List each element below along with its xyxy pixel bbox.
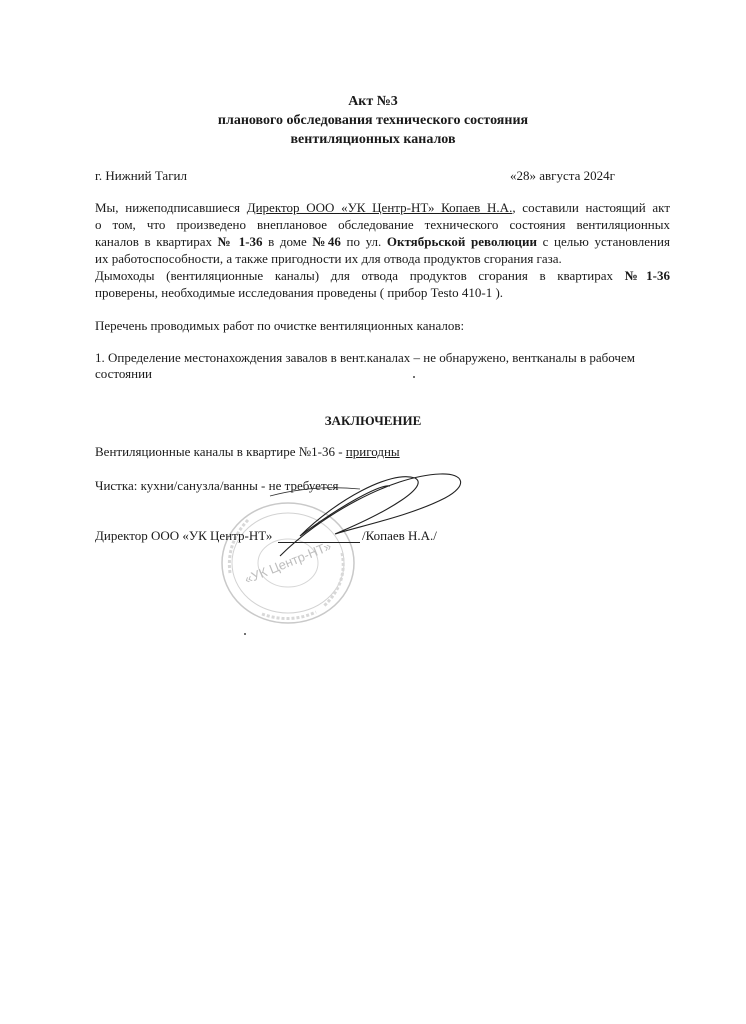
work-item: 1. Определение местонахождения завалов в вент.каналах – не обнаружено, вентканалы в рабочем (95, 350, 635, 365)
act-date: «28» августа 2024г (510, 168, 615, 183)
paragraph-line: Дымоходы (вентиляционные каналы) для отвода продуктов сгорания в квартирах №1-36 (95, 268, 670, 283)
cleaning-line: Чистка: кухни/санузла/ванны - не требуется (95, 478, 339, 493)
paragraph-line: Мы, нижеподписавшиеся Директор ООО «УК Центр-НТ» Копаев Н.А., составили настоящий акт (95, 200, 670, 215)
signatory-title: Директор ООО «УК Центр-НТ» (95, 528, 273, 543)
act-subtitle-2: вентиляционных каналов (290, 132, 456, 147)
conclusion-heading: ЗАКЛЮЧЕНИЕ (324, 413, 422, 428)
signatory-name-sign: /Копаев Н.А./ (362, 528, 437, 543)
conclusion-verdict: пригодны (345, 444, 400, 459)
paragraph-line: каналов в квартирах № 1-36 в доме №46 по ул. Октябрьской революции с целью установления (95, 234, 670, 249)
act-title: Акт №3 (348, 94, 398, 109)
handwritten-signature (240, 456, 480, 566)
scan-speck (413, 376, 415, 378)
stamp-center-text: «УК Центр-НТ» (242, 538, 334, 587)
signature-line (278, 542, 360, 543)
scan-speck (244, 633, 246, 635)
paragraph-line: их работоспособности, а также пригодности их для отвода продуктов сгорания газа. (95, 251, 562, 266)
city: г. Нижний Тагил (95, 168, 187, 183)
conclusion-line: Вентиляционные каналы в квартире №1-36 - пригодны (95, 444, 400, 459)
act-subtitle: планового обследования технического состояния (217, 113, 529, 128)
signatory-name: Директор ООО «УК Центр-НТ» Копаев Н.А. (246, 200, 513, 215)
works-list-heading: Перечень проводимых работ по очистке вентиляционных каналов: (95, 318, 465, 333)
paragraph-line: проверены, необходимые исследования проведены ( прибор Testo 410-1 ). (95, 285, 504, 300)
paragraph-line: о том, что произведено внеплановое обследование технического состояния вентиляционных (95, 217, 670, 232)
work-item-cont: состоянии (95, 366, 152, 381)
